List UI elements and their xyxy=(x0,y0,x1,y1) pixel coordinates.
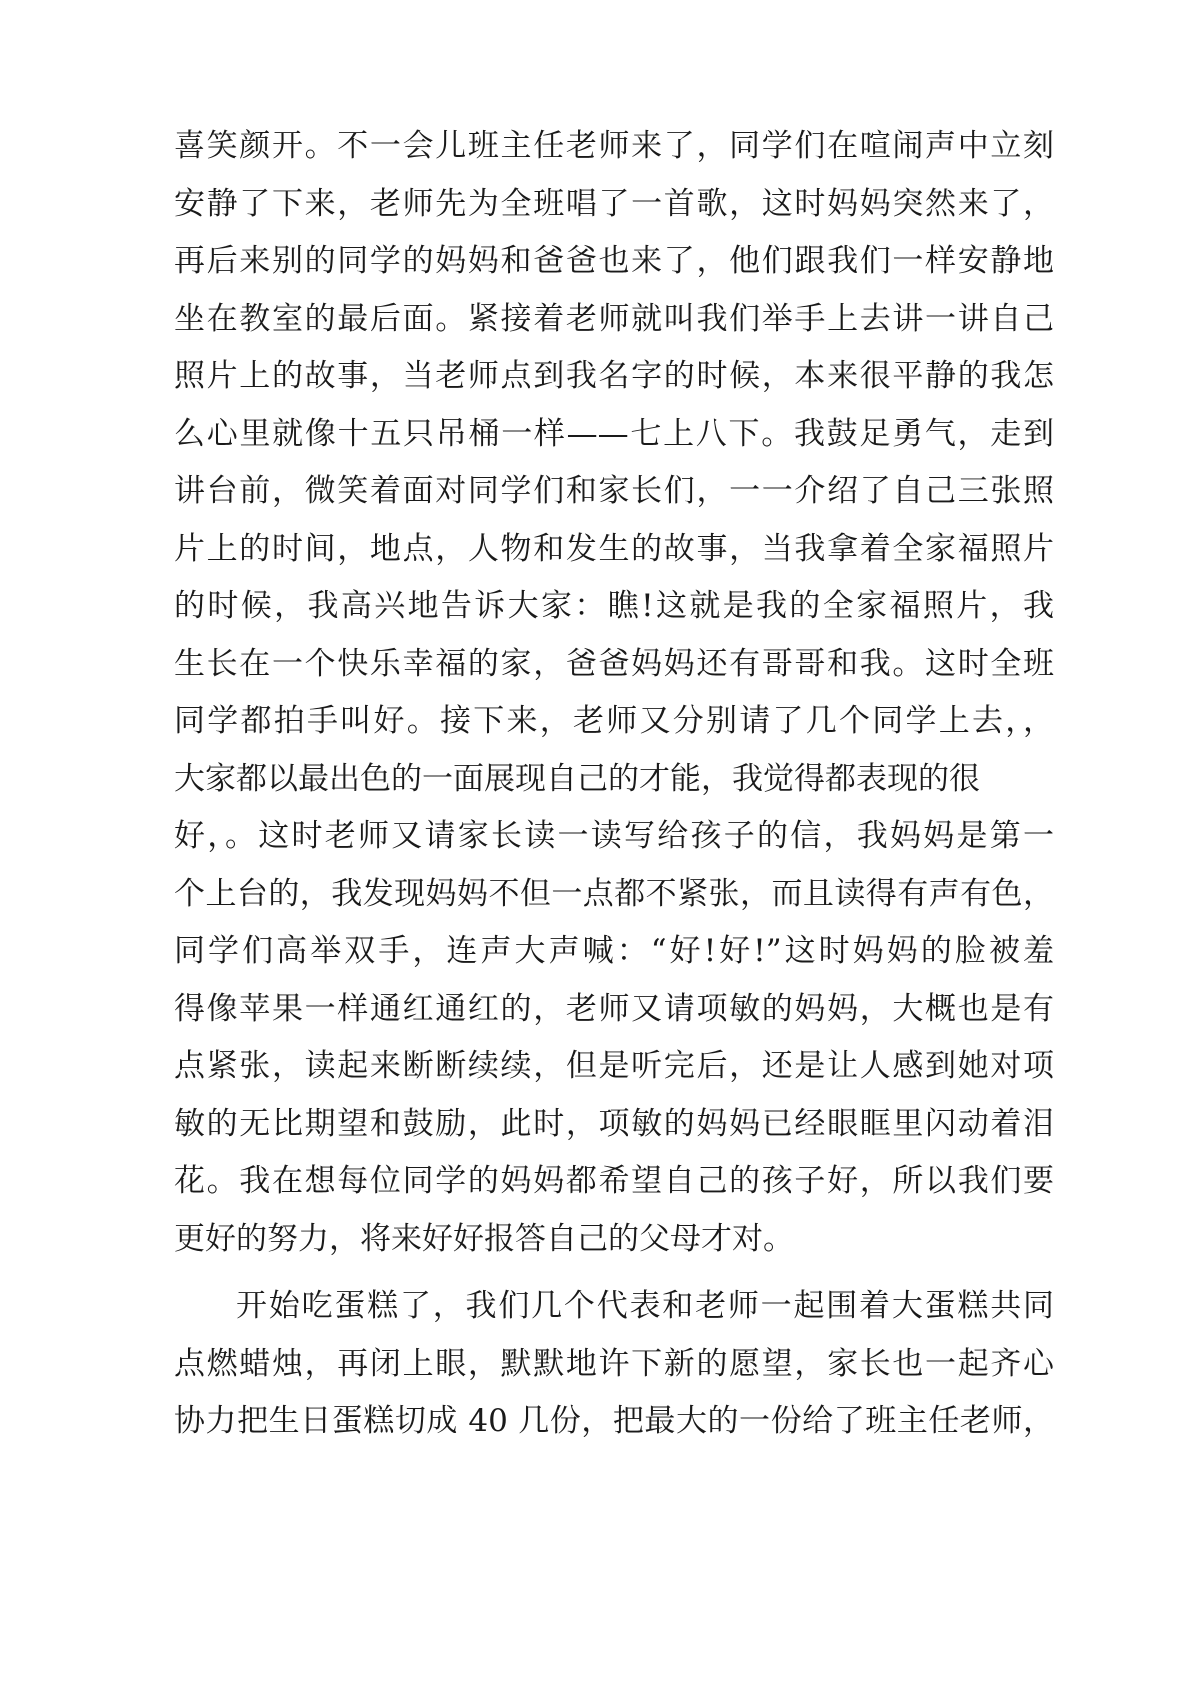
paragraph xyxy=(174,118,1054,1268)
text-line: 花。我在想每位同学的妈妈都希望自己的孩子好，所以我们要 xyxy=(174,1163,1054,1199)
text-line: 生长在一个快乐幸福的家，爸爸妈妈还有哥哥和我。这时全班 xyxy=(174,645,1054,682)
text-line: 喜笑颜开。不一会儿班主任老师来了，同学们在喧闹声中立刻 xyxy=(174,128,1054,164)
text-line: 同学们高举双手，连声大声喊：“好!好!”这时妈妈的脸被羞 xyxy=(174,933,1054,969)
text-line: 得像苹果一样通红通红的，老师又请项敏的妈妈，大概也是有 xyxy=(174,990,1054,1027)
text-line: 讲台前，微笑着面对同学们和家长们，一一介绍了自己三张照 xyxy=(174,473,1054,509)
text-line: 的时候，我高兴地告诉大家：瞧!这就是我的全家福照片，我 xyxy=(174,588,1054,624)
text-line: 点燃蜡烛，再闭上眼，默默地许下新的愿望，家长也一起齐心 xyxy=(174,1345,1054,1382)
text-line: 再后来别的同学的妈妈和爸爸也来了，他们跟我们一样安静地 xyxy=(174,243,1054,279)
document-body xyxy=(174,118,1054,1451)
text-line: 坐在教室的最后面。紧接着老师就叫我们举手上去讲一讲自己 xyxy=(174,300,1054,337)
text-line: 协力把生日蛋糕切成 40 几份，把最大的一份给了班主任老师， xyxy=(174,1403,1054,1439)
text-line: 安静了下来，老师先为全班唱了一首歌，这时妈妈突然来了， xyxy=(174,185,1054,222)
paragraph-spacer xyxy=(174,1268,1054,1278)
text-line: 好，。这时老师又请家长读一读写给孩子的信，我妈妈是第一 xyxy=(174,818,1054,854)
text-line: 照片上的故事，当老师点到我名字的时候，本来很平静的我怎 xyxy=(174,358,1054,394)
text-line: 个上台的，我发现妈妈不但一点都不紧张，而且读得有声有色， xyxy=(174,875,1054,912)
text-line: 么心里就像十五只吊桶一样——七上八下。我鼓足勇气，走到 xyxy=(174,415,1054,452)
text-line: 更好的努力，将来好好报答自己的父母才对。 xyxy=(174,1220,794,1257)
text-line: 点紧张，读起来断断续续，但是听完后，还是让人感到她对项 xyxy=(174,1048,1054,1084)
text-line: 开始吃蛋糕了，我们几个代表和老师一起围着大蛋糕共同 xyxy=(236,1288,1054,1324)
text-line: 敏的无比期望和鼓励，此时，项敏的妈妈已经眼眶里闪动着泪 xyxy=(174,1105,1054,1142)
text-line: 同学都拍手叫好。接下来，老师又分别请了几个同学上去，， xyxy=(174,703,1054,739)
text-line: 大家都以最出色的一面展现自己的才能，我觉得都表现的很 xyxy=(174,760,980,797)
paragraph xyxy=(174,1278,1054,1451)
text-line: 片上的时间，地点，人物和发生的故事，当我拿着全家福照片 xyxy=(174,530,1054,567)
